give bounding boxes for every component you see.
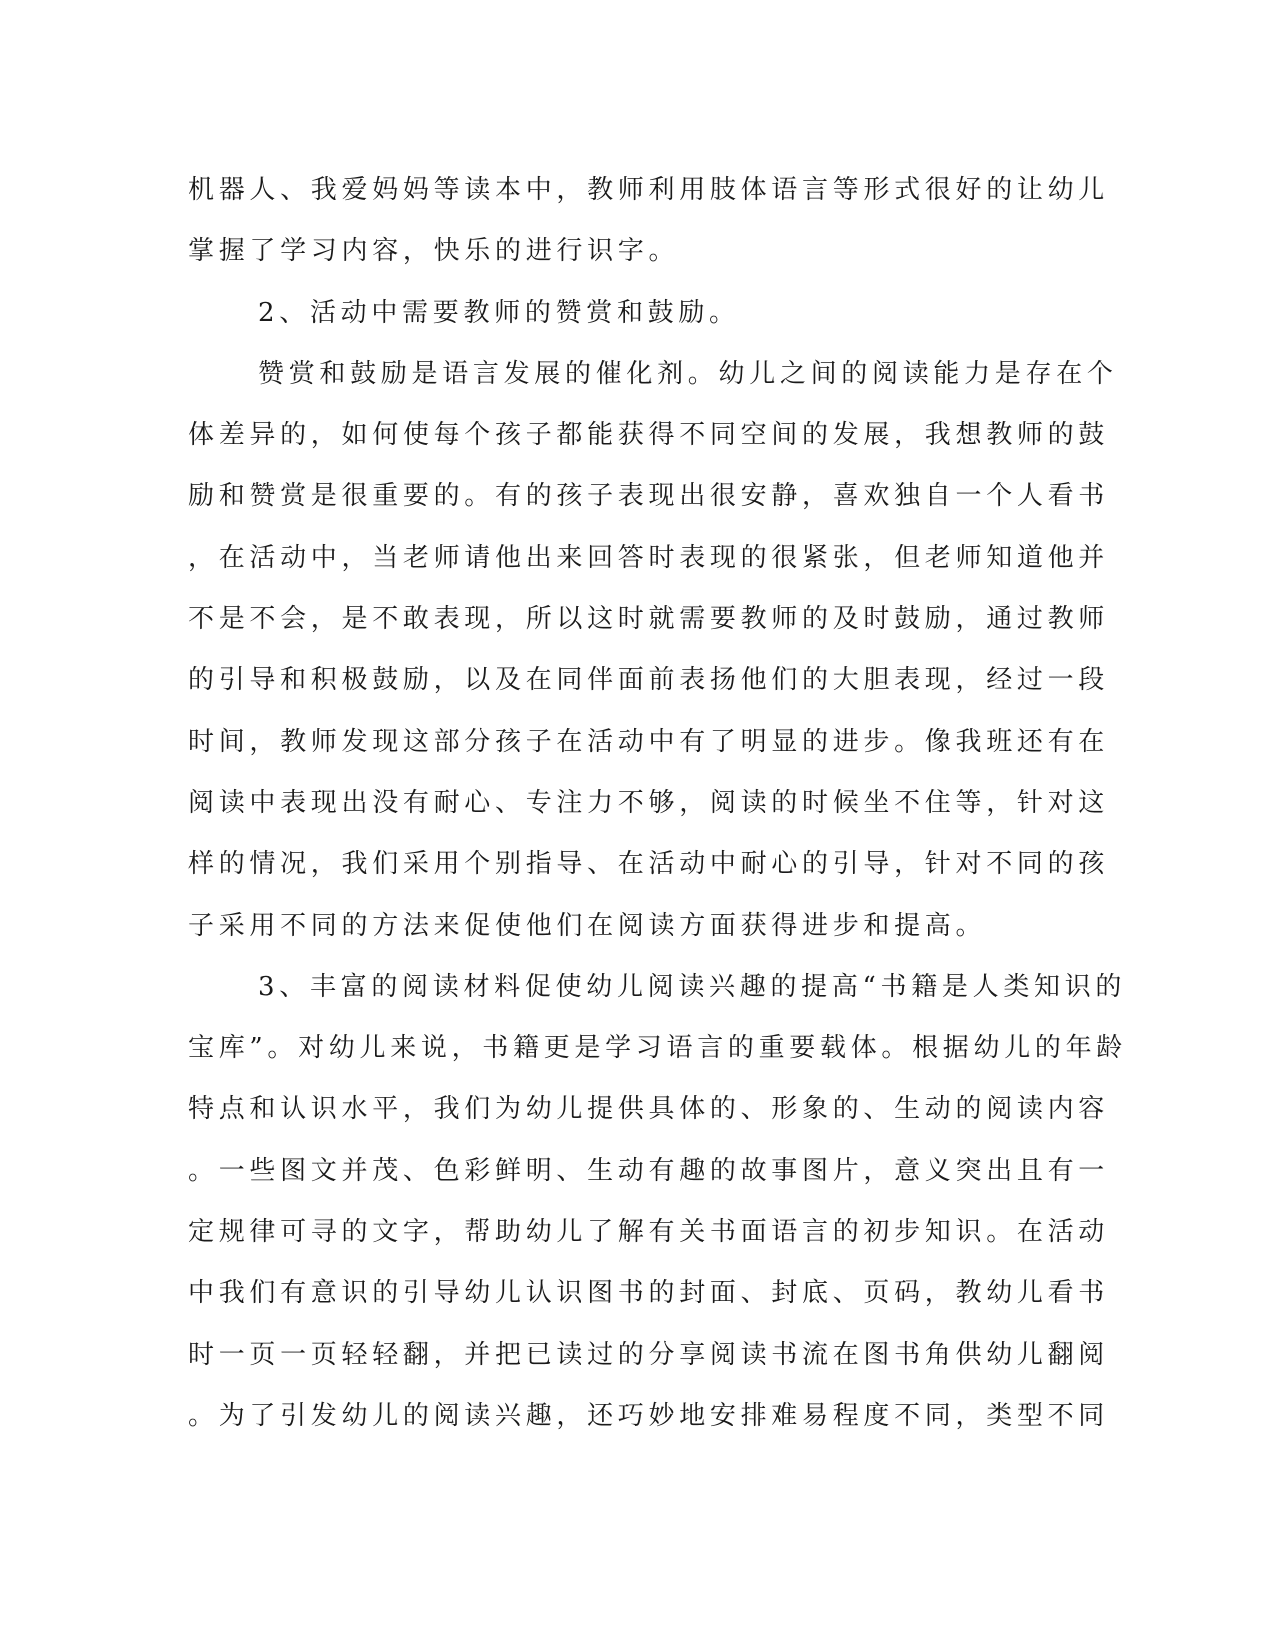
text-line: 励和赞赏是很重要的。有的孩子表现出很安静，喜欢独自一个人看书 [188,481,1110,512]
text-line: 体差异的，如何使每个孩子都能获得不同空间的发展，我想教师的鼓 [188,420,1110,451]
text-line: 定规律可寻的文字，帮助幼儿了解有关书面语言的初步知识。在活动 [188,1217,1110,1248]
text-line: 不是不会，是不敢表现，所以这时就需要教师的及时鼓励，通过教师 [188,604,1110,635]
text-line: 特点和认识水平，我们为幼儿提供具体的、形象的、生动的阅读内容 [188,1094,1110,1125]
text-line: 中我们有意识的引导幼儿认识图书的封面、封底、页码，教幼儿看书 [188,1278,1110,1309]
text-line: 机器人、我爱妈妈等读本中，教师利用肢体语言等形式很好的让幼儿 [188,175,1110,205]
text-line: 阅读中表现出没有耐心、专注力不够，阅读的时候坐不住等，针对这 [188,787,1110,818]
section-heading: 3、丰富的阅读材料促使幼儿阅读兴趣的提高“书籍是人类知识的 [258,971,1127,1002]
text-line: 样的情况，我们采用个别指导、在活动中耐心的引导，针对不同的孩 [188,849,1110,880]
text-line: 宝库”。对幼儿来说，书籍更是学习语言的重要载体。根据幼儿的年龄 [188,1033,1127,1064]
document-body [188,160,1127,1447]
text-line: 的引导和积极鼓励，以及在同伴面前表扬他们的大胆表现，经过一段 [188,665,1110,696]
text-line: ，在活动中，当老师请他出来回答时表现的很紧张，但老师知道他并 [188,542,1110,573]
text-line: 掌握了学习内容，快乐的进行识字。 [188,236,680,267]
paragraph-start: 赞赏和鼓励是语言发展的催化剂。幼儿之间的阅读能力是存在个 [258,358,1118,389]
text-line: 。一些图文并茂、色彩鲜明、生动有趣的故事图片，意义突出且有一 [188,1155,1110,1186]
section-heading: 2、活动中需要教师的赞赏和鼓励。 [258,297,740,328]
text-line: 子采用不同的方法来促使他们在阅读方面获得进步和提高。 [188,910,987,941]
text-line: 时一页一页轻轻翻，并把已读过的分享阅读书流在图书角供幼儿翻阅 [188,1339,1110,1370]
text-line: 。为了引发幼儿的阅读兴趣，还巧妙地安排难易程度不同，类型不同 [188,1400,1110,1431]
text-line: 时间，教师发现这部分孩子在活动中有了明显的进步。像我班还有在 [188,726,1110,757]
